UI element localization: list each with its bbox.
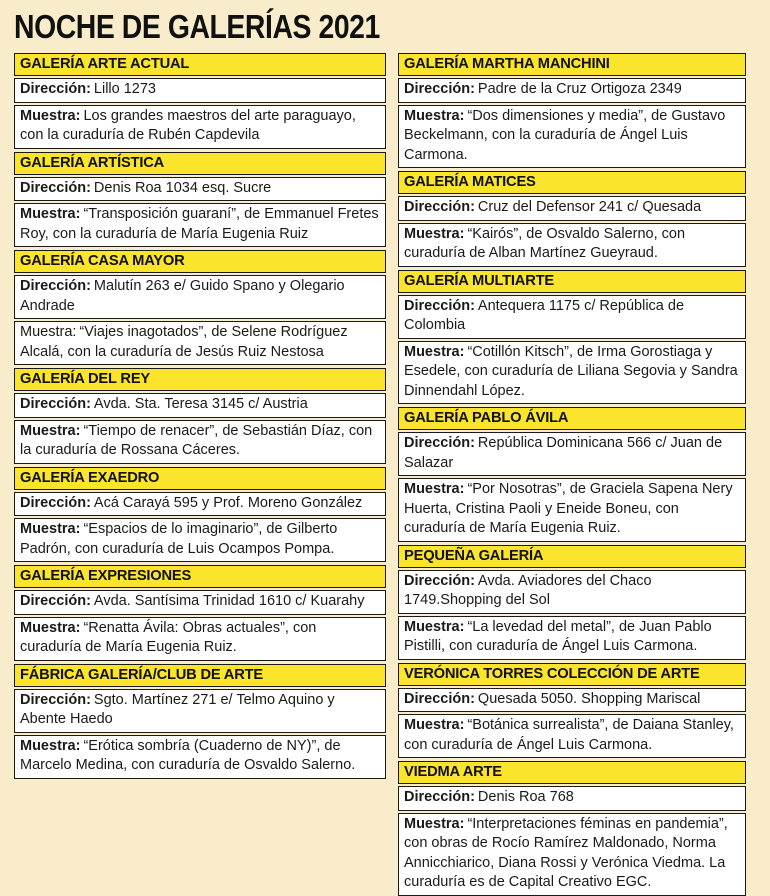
gallery-address-row: [398, 196, 746, 221]
gallery-section: [14, 467, 386, 563]
gallery-name-header: [398, 270, 746, 293]
gallery-name-header: [14, 250, 386, 273]
direccion-value: República Dominicana 566 c/ Juan de Salazar: [404, 435, 723, 471]
gallery-section: [14, 152, 386, 248]
gallery-name-header: [398, 171, 746, 194]
gallery-address-row: [398, 295, 746, 339]
gallery-section: [398, 270, 746, 405]
gallery-section: [14, 250, 386, 365]
direccion-value: Padre de la Cruz Ortigoza 2349: [477, 81, 682, 97]
muestra-label: Muestra:: [20, 521, 81, 537]
muestra-label: Muestra:: [404, 618, 465, 635]
gallery-section: [398, 53, 746, 168]
direccion-label: Dirección:: [20, 691, 91, 708]
direccion-value: Denis Roa 768: [477, 789, 574, 805]
gallery-section: [14, 565, 386, 661]
gallery-name-header: [398, 53, 746, 76]
direccion-label: Dirección:: [404, 199, 475, 215]
gallery-section: [14, 664, 386, 779]
gallery-section: [398, 761, 746, 896]
direccion-value: Denis Roa 1034 esq. Sucre: [93, 179, 272, 196]
muestra-value: “Tiempo de renacer”, de Sebastián Díaz, con la curaduría de Rossana Cáceres.: [20, 422, 373, 458]
gallery-name: GALERÍA MULTIARTE: [404, 272, 554, 289]
gallery-name: GALERÍA CASA MAYOR: [20, 253, 185, 269]
gallery-name: VIEDMA ARTE: [404, 764, 502, 780]
gallery-address-row: [14, 590, 386, 615]
direccion-label: Dirección:: [20, 396, 91, 412]
gallery-address-row: [14, 275, 386, 319]
gallery-name: GALERÍA EXPRESIONES: [20, 568, 192, 584]
muestra-label: Muestra:: [20, 737, 81, 754]
gallery-section: [398, 171, 746, 267]
gallery-exhibit-row: [14, 735, 386, 779]
gallery-name: GALERÍA DEL REY: [20, 371, 151, 387]
direccion-label: Dirección:: [404, 435, 475, 451]
gallery-name-header: [14, 664, 386, 687]
gallery-exhibit-row: [398, 714, 746, 758]
gallery-name-header: [398, 407, 746, 430]
page-title: NOCHE DE GALERÍAS 2021: [14, 8, 380, 45]
gallery-exhibit-row: [398, 478, 746, 542]
gallery-name: VERÓNICA TORRES COLECCIÓN DE ARTE: [404, 665, 700, 682]
gallery-section: [14, 368, 386, 464]
gallery-address-row: [14, 492, 386, 517]
gallery-exhibit-row: [14, 617, 386, 661]
gallery-address-row: [398, 432, 746, 476]
muestra-label: Muestra:: [404, 343, 465, 360]
gallery-name-header: [398, 663, 746, 686]
direccion-value: Sgto. Martínez 271 e/ Telmo Aquino y Abente Haedo: [20, 691, 335, 727]
muestra-value: Los grandes maestros del arte paraguayo, con la curaduría de Rubén Capdevila: [20, 107, 356, 143]
direccion-label: Dirección:: [404, 81, 475, 97]
gallery-address-row: [398, 688, 746, 713]
gallery-section: [398, 407, 746, 542]
muestra-label: Muestra:: [20, 107, 81, 124]
muestra-value: “Interpretaciones féminas en pandemia”, con obras de Rocío Ramírez Maldonado, Norma Annicchiarico, Diana Rossi y Verónica Viedma. La curaduría es de Capital Creativo EGC.: [404, 815, 728, 890]
direccion-value: Acá Carayá 595 y Prof. Moreno González: [93, 494, 363, 511]
gallery-address-row: [398, 78, 746, 103]
direccion-value: Cruz del Defensor 241 c/ Quesada: [477, 199, 702, 215]
gallery-name-header: [398, 545, 746, 568]
muestra-label: Muestra:: [20, 206, 81, 222]
gallery-name-header: [14, 368, 386, 391]
direccion-label: Dirección:: [20, 179, 91, 196]
direccion-label: Dirección:: [20, 494, 91, 511]
gallery-address-row: [14, 689, 386, 733]
muestra-value: “Por Nosotras”, de Graciela Sapena Nery Huerta, Cristina Paoli y Eneide Boneu, con curaduría de María Eugenia Ruiz.: [404, 481, 733, 536]
gallery-address-row: [14, 393, 386, 418]
direccion-value: Avda. Santísima Trinidad 1610 c/ Kuarahy: [93, 593, 365, 609]
muestra-label: Muestra:: [404, 815, 465, 832]
gallery-exhibit-row: [398, 105, 746, 169]
muestra-value: “Botánica surrealista”, de Daiana Stanley, con curaduría de Ángel Luis Carmona.: [404, 717, 734, 753]
gallery-address-row: [398, 786, 746, 811]
gallery-address-row: [14, 78, 386, 103]
gallery-address-row: [398, 570, 746, 614]
muestra-value: “Dos dimensiones y media”, de Gustavo Beckelmann, con la curaduría de Ángel Luis Carmona.: [404, 107, 726, 163]
muestra-label: Muestra:: [20, 422, 81, 439]
muestra-value: “Erótica sombría (Cuaderno de NY)”, de Marcelo Medina, con curaduría de Osvaldo Salerno.: [20, 737, 356, 773]
direccion-value: Malutín 263 e/ Guido Spano y Olegario Andrade: [20, 278, 345, 314]
gallery-name: GALERÍA EXAEDRO: [20, 469, 160, 486]
muestra-label: Muestra:: [404, 717, 465, 733]
muestra-value: “La levedad del metal”, de Juan Pablo Pistilli, con curaduría de Ángel Luis Carmona.: [404, 618, 712, 654]
gallery-address-row: [14, 177, 386, 202]
gallery-exhibit-row: [14, 203, 386, 247]
muestra-value: “Kairós”, de Osvaldo Salerno, con curaduría de Alban Martínez Gueyraud.: [404, 225, 686, 261]
gallery-name-header: [14, 53, 386, 76]
direccion-label: Dirección:: [20, 593, 91, 609]
muestra-value: “Viajes inagotados”, de Selene Rodríguez Alcalá, con la curaduría de Jesús Ruiz Nestosa: [20, 324, 348, 360]
muestra-label: Muestra:: [404, 481, 465, 497]
gallery-name-header: [14, 152, 386, 175]
gallery-exhibit-row: [398, 341, 746, 405]
muestra-value: “Transposición guaraní”, de Emmanuel Fretes Roy, con la curaduría de María Eugenia Ruiz: [20, 206, 379, 242]
direccion-label: Dirección:: [20, 278, 91, 294]
muestra-value: “Espacios de lo imaginario”, de Gilberto Padrón, con curaduría de Luis Ocampos Pompa.: [20, 521, 338, 557]
direccion-value: Avda. Aviadores del Chaco 1749.Shopping del Sol: [404, 572, 652, 608]
muestra-value: “Cotillón Kitsch”, de Irma Gorostiaga y Esedele, con curaduría de Liliana Segovia y Sandra Dinnendahl López.: [404, 343, 738, 399]
direccion-value: Antequera 1175 c/ República de Colombia: [404, 297, 685, 333]
gallery-name: FÁBRICA GALERÍA/CLUB DE ARTE: [20, 666, 263, 683]
gallery-name-header: [14, 467, 386, 490]
gallery-columns: [14, 53, 770, 896]
gallery-section: [398, 545, 746, 660]
muestra-label: Muestra:: [404, 225, 465, 242]
gallery-exhibit-row: [398, 813, 746, 896]
gallery-name: GALERÍA PABLO ÁVILA: [404, 410, 569, 426]
gallery-exhibit-row: [398, 223, 746, 267]
direccion-label: Dirección:: [404, 690, 475, 707]
gallery-section: [398, 663, 746, 759]
gallery-name: GALERÍA ARTE ACTUAL: [20, 56, 190, 72]
gallery-exhibit-row: [14, 321, 386, 365]
gallery-section: [14, 53, 386, 149]
muestra-label: Muestra:: [404, 107, 465, 124]
direccion-value: Lillo 1273: [93, 81, 156, 97]
direccion-value: Avda. Sta. Teresa 3145 c/ Austria: [93, 396, 308, 412]
direccion-value: Quesada 5050. Shopping Mariscal: [477, 690, 701, 707]
direccion-label: Dirección:: [404, 789, 475, 805]
gallery-name: GALERÍA MATICES: [404, 174, 536, 190]
muestra-value: “Renatta Ávila: Obras actuales”, con curaduría de María Eugenia Ruiz.: [20, 619, 317, 655]
gallery-exhibit-row: [398, 616, 746, 660]
gallery-exhibit-row: [14, 420, 386, 464]
gallery-exhibit-row: [14, 105, 386, 149]
muestra-label: Muestra:: [20, 619, 81, 636]
direccion-label: Dirección:: [404, 297, 475, 314]
gallery-name: GALERÍA ARTÍSTICA: [20, 154, 165, 171]
gallery-name: GALERÍA MARTHA MANCHINI: [404, 56, 610, 72]
direccion-label: Dirección:: [404, 572, 475, 589]
gallery-name-header: [14, 565, 386, 588]
direccion-label: Dirección:: [20, 81, 91, 97]
gallery-name: PEQUEÑA GALERÍA: [404, 547, 544, 564]
gallery-exhibit-row: [14, 518, 386, 562]
muestra-label: Muestra:: [20, 324, 77, 340]
left-column: [14, 53, 386, 779]
right-column: [398, 53, 746, 896]
gallery-name-header: [398, 761, 746, 784]
